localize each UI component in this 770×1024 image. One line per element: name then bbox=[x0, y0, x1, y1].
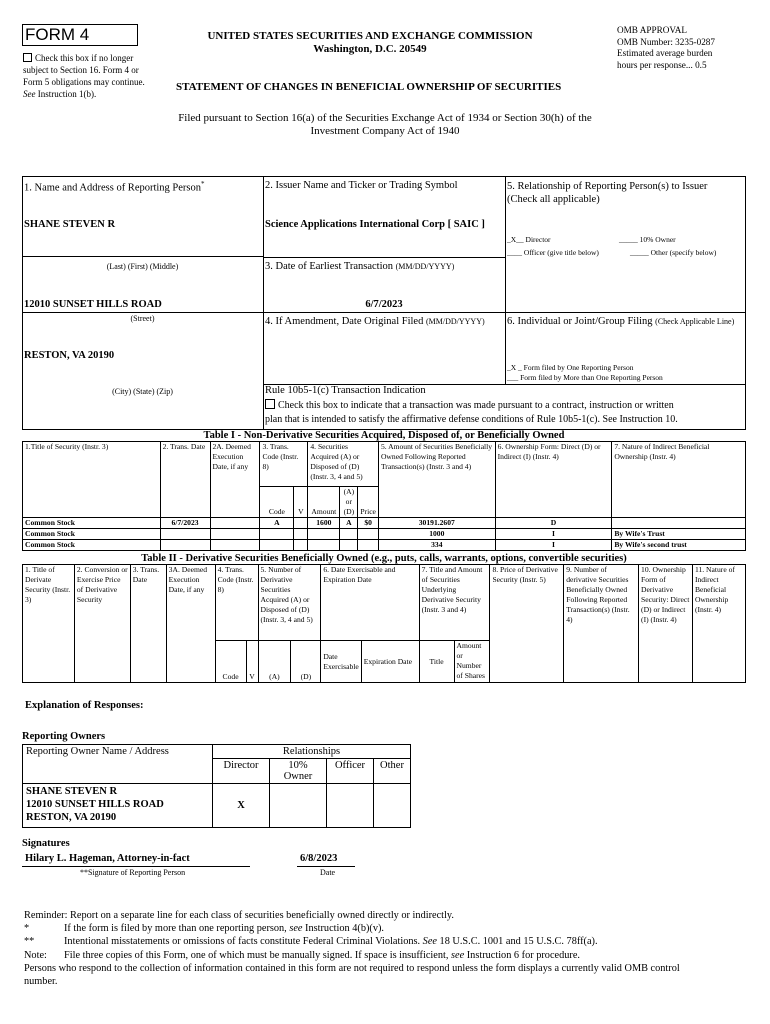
table2 bbox=[22, 564, 746, 683]
form-title: FORM 4 bbox=[25, 25, 90, 44]
signature-caption: **Signature of Reporting Person bbox=[80, 868, 186, 877]
earliest-transaction-date: 6/7/2023 bbox=[365, 299, 403, 310]
footnote-star2: ** Intentional misstatements or omissions of facts constitute Federal Criminal Violations. See 18 U.S.C. 1001 and 15 U.S.C. 78ff(a). bbox=[24, 936, 598, 948]
box6-label: 6. Individual or Joint/Group Filing (Check Applicable Line) bbox=[507, 316, 735, 327]
table-row: Common Stock 6/7/2023 A 1600 A $0 30191.2607 D bbox=[23, 518, 746, 529]
ro-col-officer: Officer bbox=[327, 759, 374, 784]
t2-h5: 5. Number of Derivative Securities Acquired (A) or Disposed of (D) (Instr. 3, 4 and 5) bbox=[258, 565, 321, 641]
ro-owner-address: SHANE STEVEN R 12010 SUNSET HILLS ROAD RESTON, VA 20190 bbox=[23, 784, 213, 828]
ro-director-mark: X bbox=[213, 784, 270, 828]
filing-more-persons: ___ Form filed by More than One Reporting Person bbox=[507, 373, 663, 382]
ro-other-mark bbox=[374, 784, 411, 828]
signature-date: 6/8/2023 bbox=[300, 853, 338, 864]
table-row bbox=[23, 784, 411, 828]
t1-h2a: 2A. Deemed Execution Date, if any bbox=[210, 442, 260, 518]
box4-label: 4. If Amendment, Date Original Filed (MM/DD/YYYY) bbox=[265, 316, 485, 327]
reporting-person-street: 12010 SUNSET HILLS ROAD bbox=[24, 299, 162, 310]
omb-line3: Estimated average burden bbox=[617, 48, 713, 58]
t1-sub-price: Price bbox=[358, 487, 379, 518]
table-row: Common Stock 334 I By Wife's second trust bbox=[23, 540, 746, 551]
t1-sub-code: Code bbox=[260, 487, 294, 518]
box3-label: 3. Date of Earliest Transaction (MM/DD/YYYY) bbox=[265, 261, 455, 272]
filing-one-person: _X _ Form filed by One Reporting Person bbox=[507, 363, 634, 372]
reporting-person-name: SHANE STEVEN R bbox=[24, 219, 116, 230]
t2-sub-expiration: Expiration Date bbox=[361, 641, 419, 683]
t2-h2: 2. Conversion or Exercise Price of Derivative Security bbox=[74, 565, 130, 683]
rule-10b5-checkbox[interactable] bbox=[265, 399, 275, 409]
rel-other: _____ Other (specify below) bbox=[630, 248, 717, 257]
t2-h9: 9. Number of derivative Securities Beneficially Owned Following Reported Transaction(s) (Instr. 4) bbox=[564, 565, 639, 683]
explanation-label: Explanation of Responses: bbox=[25, 700, 144, 711]
omb-persons-line2: number. bbox=[24, 976, 58, 988]
table-row: Common Stock 1000 I By Wife's Trust bbox=[23, 529, 746, 540]
rule-10b5-label: Rule 10b5-1(c) Transaction Indication bbox=[265, 385, 426, 396]
t1-h3: 3. Trans. Code (Instr. 8) bbox=[260, 442, 308, 487]
box5-label: 5. Relationship of Reporting Person(s) to Issuer (Check all applicable) bbox=[507, 181, 708, 205]
t2-h8: 8. Price of Derivative Security (Instr. 5) bbox=[490, 565, 564, 683]
ro-col-name: Reporting Owner Name / Address bbox=[23, 745, 213, 784]
box1-label: 1. Name and Address of Reporting Person* bbox=[24, 180, 205, 194]
ro-col-director: Director bbox=[213, 759, 270, 784]
t1-h6: 6. Ownership Form: Direct (D) or Indirect (I) (Instr. 4) bbox=[495, 442, 612, 518]
t1-sub-v: V bbox=[294, 487, 308, 518]
t1-h2: 2. Trans. Date bbox=[160, 442, 210, 518]
filed-pursuant-line2: Investment Company Act of 1940 bbox=[310, 125, 460, 137]
ro-10pct-mark bbox=[270, 784, 327, 828]
t2-sub-v: V bbox=[246, 641, 258, 683]
table1 bbox=[22, 441, 746, 551]
table1-title: Table I - Non-Derivative Securities Acquired, Disposed of, or Beneficially Owned bbox=[203, 430, 565, 441]
t2-h7: 7. Title and Amount of Securities Underlying Derivative Security (Instr. 3 and 4) bbox=[419, 565, 490, 641]
t1-h4: 4. Securities Acquired (A) or Disposed of (D) (Instr. 3, 4 and 5) bbox=[308, 442, 379, 487]
t1-h7: 7. Nature of Indirect Beneficial Ownership (Instr. 4) bbox=[612, 442, 746, 518]
footnote-note: Note: File three copies of this Form, one of which must be manually signed. If space is insufficient, see Instruction 6 for procedure. bbox=[24, 949, 580, 961]
t1-sub-amount: Amount bbox=[308, 487, 340, 518]
footnote-star1: * If the form is filed by more than one reporting person, see Instruction 4(b)(v). bbox=[24, 923, 384, 935]
t2-h4: 4. Trans. Code (Instr. 8) bbox=[215, 565, 258, 641]
t2-sub-exercisable: Date Exercisable bbox=[321, 641, 361, 683]
statement-title: STATEMENT OF CHANGES IN BENEFICIAL OWNERSHIP OF SECURITIES bbox=[176, 81, 562, 93]
t1-h1: 1.Title of Security (Instr. 3) bbox=[23, 442, 161, 518]
t2-h10: 10. Ownership Form of Derivative Security: Direct (D) or Indirect (I) (Instr. 4) bbox=[639, 565, 693, 683]
omb-persons-line1: Persons who respond to the collection of information contained in this form are not required to respond unless the form displays a currently valid OMB control bbox=[24, 962, 680, 974]
t2-sub-code: Code bbox=[215, 641, 246, 683]
checkbox-text: Check this box if no longer subject to Section 16. Form 4 or Form 5 obligations may continue. bbox=[23, 53, 145, 87]
checkbox-see: See bbox=[23, 89, 36, 99]
street-hint: (Street) bbox=[130, 314, 155, 323]
reminder-text: Reminder: Report on a separate line for each class of securities beneficially owned directly or indirectly. bbox=[24, 910, 454, 921]
agency-line2: Washington, D.C. 20549 bbox=[313, 43, 427, 55]
omb-line2: OMB Number: 3235-0287 bbox=[617, 36, 715, 47]
name-hint: (Last) (First) (Middle) bbox=[106, 262, 179, 271]
reporting-owners-title: Reporting Owners bbox=[22, 731, 106, 742]
signature-name: Hilary L. Hageman, Attorney-in-fact bbox=[25, 853, 190, 864]
footer bbox=[24, 909, 754, 988]
no-longer-subject-checkbox[interactable] bbox=[23, 53, 32, 62]
reporting-owners-table bbox=[22, 744, 411, 828]
t2-h3a: 3A. Deemed Execution Date, if any bbox=[166, 565, 215, 683]
no-longer-subject-note bbox=[23, 52, 153, 100]
ro-col-10pct: 10% Owner bbox=[270, 759, 327, 784]
t2-h3: 3. Trans. Date bbox=[130, 565, 166, 683]
t2-h11: 11. Nature of Indirect Beneficial Ownership (Instr. 4) bbox=[692, 565, 745, 683]
t1-sub-aord: (A) or (D) bbox=[340, 487, 358, 518]
t2-h1: 1. Title of Derivate Security (Instr. 3) bbox=[23, 565, 75, 683]
signatures-title: Signatures bbox=[22, 838, 70, 849]
checkbox-instr: Instruction 1(b). bbox=[35, 89, 97, 99]
t2-sub-amount: Amount or Number of Shares bbox=[454, 641, 490, 683]
rel-officer: ____ Officer (give title below) bbox=[507, 248, 599, 257]
table2-title: Table II - Derivative Securities Beneficially Owned (e.g., puts, calls, warrants, options, convertible securities) bbox=[141, 553, 627, 564]
city-hint: (City) (State) (Zip) bbox=[112, 387, 173, 396]
t2-sub-d: (D) bbox=[291, 641, 321, 683]
rel-10pct-owner: _____ 10% Owner bbox=[619, 235, 676, 244]
omb-line1: OMB APPROVAL bbox=[617, 25, 688, 35]
ro-col-other: Other bbox=[374, 759, 411, 784]
reporting-person-city: RESTON, VA 20190 bbox=[24, 350, 115, 361]
rule-10b5-text: Check this box to indicate that a transaction was made pursuant to a contract, instruction or written plan that is intended to satisfy the affirmative defense conditions of Rule 10b5-1(c). See Instruction 10. bbox=[265, 400, 678, 425]
ro-col-relationships: Relationships bbox=[213, 745, 411, 759]
t2-h6: 6. Date Exercisable and Expiration Date bbox=[321, 565, 419, 641]
t2-sub-title: Title bbox=[419, 641, 454, 683]
issuer-name: Science Applications International Corp [ SAIC ] bbox=[265, 219, 485, 230]
t2-sub-a: (A) bbox=[258, 641, 291, 683]
agency-line1: UNITED STATES SECURITIES AND EXCHANGE COMMISSION bbox=[207, 30, 533, 42]
rel-director: _X__ Director bbox=[507, 235, 551, 244]
ro-officer-mark bbox=[327, 784, 374, 828]
date-caption: Date bbox=[320, 868, 336, 877]
omb-approval bbox=[617, 25, 715, 71]
omb-line4: hours per response... 0.5 bbox=[617, 59, 707, 70]
filed-pursuant-line1: Filed pursuant to Section 16(a) of the Securities Exchange Act of 1934 or Section 30(h) of the bbox=[178, 112, 592, 124]
box2-label: 2. Issuer Name and Ticker or Trading Symbol bbox=[265, 180, 458, 191]
t1-h5: 5. Amount of Securities Beneficially Owned Following Reported Transaction(s) (Instr. 3 and 4) bbox=[378, 442, 495, 518]
